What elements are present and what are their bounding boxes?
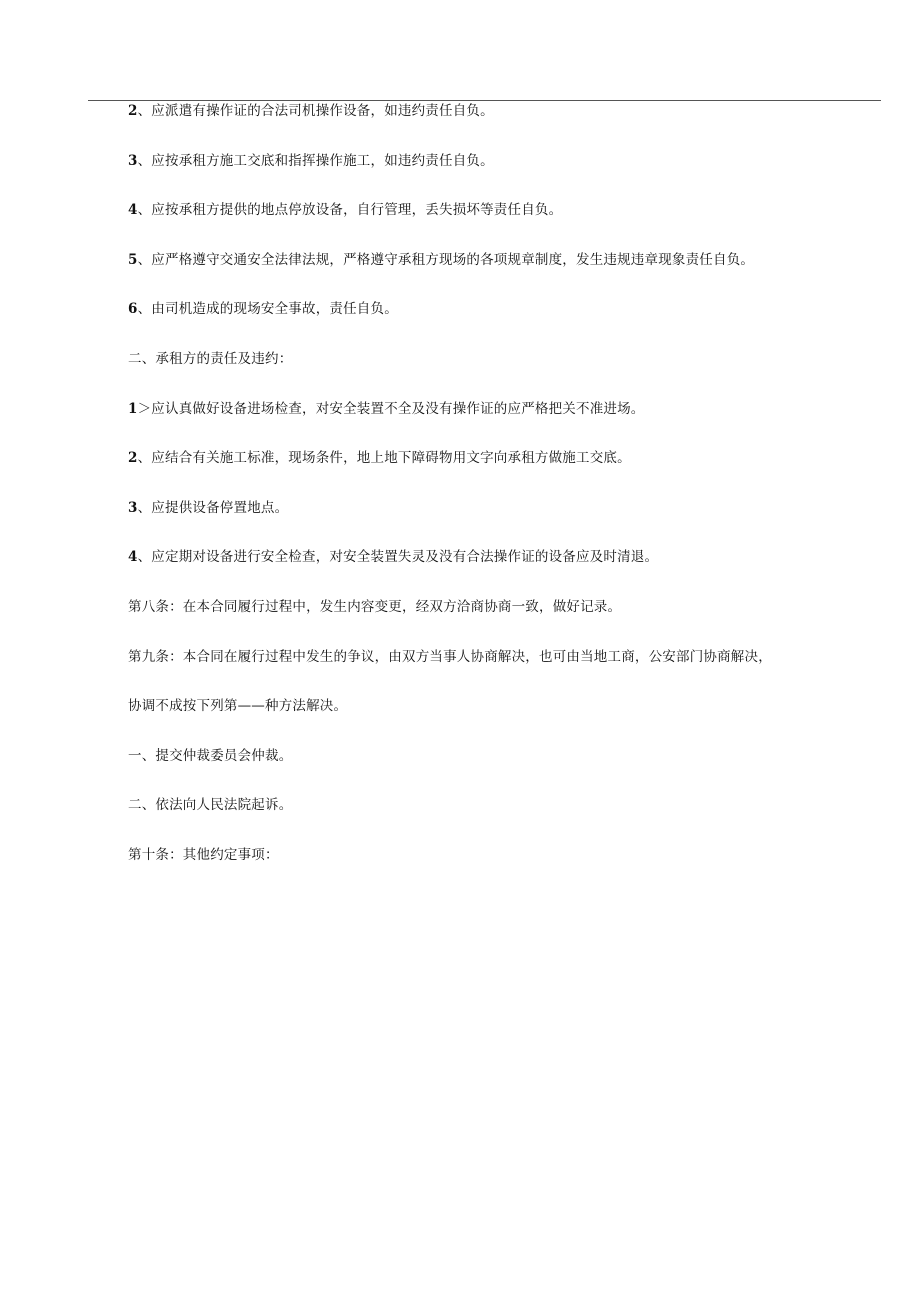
clause-lessee-4	[128, 547, 868, 597]
item-text: 二、依法向人民法院起诉。	[128, 797, 293, 814]
section-heading-lessee	[128, 349, 868, 399]
option-arbitration	[128, 746, 868, 796]
item-number: 3	[128, 499, 138, 516]
clause-lessee-1	[128, 399, 868, 449]
document-body	[128, 101, 868, 895]
option-lawsuit	[128, 795, 868, 845]
clause-lessee-3	[128, 498, 868, 548]
clause-lessor-3	[128, 151, 868, 201]
item-number: 6	[128, 301, 138, 318]
item-number: 4	[128, 202, 138, 219]
item-text: 协调不成按下列第——种方法解决。	[128, 698, 348, 715]
article-10	[128, 845, 868, 895]
item-text: 、由司机造成的现场安全事故，责任自负。	[137, 301, 398, 318]
item-number: 4	[128, 549, 138, 566]
item-text: 、应按承租方施工交底和指挥操作施工，如违约责任自负。	[137, 152, 494, 169]
item-number: 2	[128, 450, 138, 467]
item-text: 第九条：本合同在履行过程中发生的争议，由双方当事人协商解决，也可由当地工商，公安部门协商解决，	[128, 648, 772, 665]
article-8	[128, 597, 868, 647]
item-text: ＞应认真做好设备进场检查，对安全装置不全及没有操作证的应严格把关不准进场。	[137, 400, 645, 417]
item-text: 第八条：在本合同履行过程中，发生内容变更，经双方洽商协商一致，做好记录。	[128, 598, 622, 615]
article-9-continued	[128, 696, 868, 746]
item-text: 、应按承租方提供的地点停放设备，自行管理，丢失损坏等责任自负。	[137, 202, 563, 219]
item-number: 5	[128, 251, 138, 268]
item-text: 、应结合有关施工标准，现场条件，地上地下障碍物用文字向承租方做施工交底。	[137, 450, 631, 467]
clause-lessor-4	[128, 200, 868, 250]
item-number: 2	[128, 103, 138, 119]
item-text: 、应提供设备停置地点。	[137, 499, 289, 516]
item-text: 第十条：其他约定事项：	[128, 846, 279, 863]
article-9	[128, 647, 868, 697]
clause-lessor-6	[128, 299, 868, 349]
item-text: 、应定期对设备进行安全检查，对安全装置失灵及没有合法操作证的设备应及时清退。	[137, 549, 659, 566]
item-text: 、应严格遵守交通安全法律法规，严格遵守承租方现场的各项规章制度，发生违规违章现象责任自负。	[137, 251, 755, 268]
clause-lessor-2	[128, 101, 868, 151]
item-text: 二、承租方的责任及违约：	[128, 350, 293, 367]
item-number: 1	[128, 400, 138, 417]
clause-lessor-5	[128, 250, 868, 300]
item-text: 一、提交仲裁委员会仲裁。	[128, 747, 293, 764]
item-number: 3	[128, 152, 138, 169]
item-text: 、应派遣有操作证的合法司机操作设备，如违约责任自负。	[137, 103, 494, 119]
clause-lessee-2	[128, 448, 868, 498]
